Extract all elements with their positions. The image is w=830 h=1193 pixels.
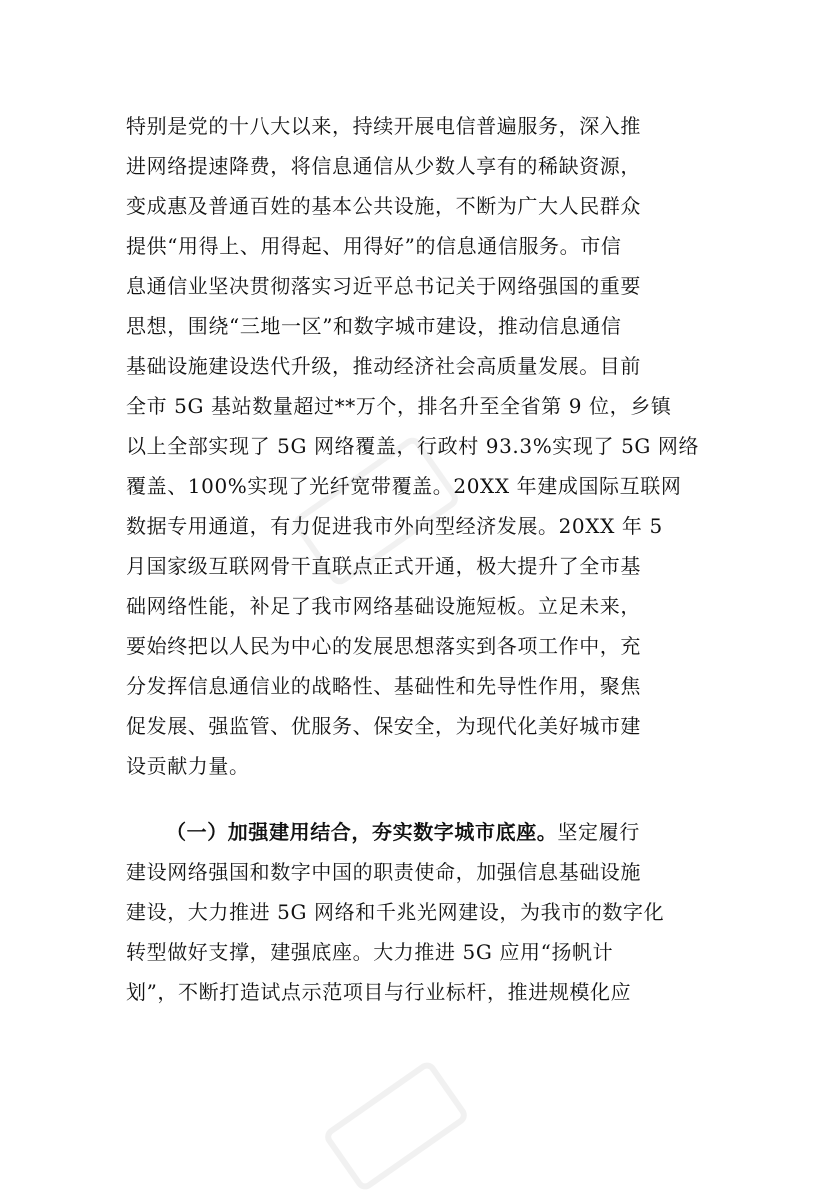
paragraph-line: 建设，大力推进 5G 网络和千兆光网建设，为我市的数字化 <box>126 900 665 924</box>
paragraph-line: 提供“用得上、用得起、用得好”的信息通信服务。市信 <box>126 234 622 258</box>
paragraph-line: 息通信业坚决贯彻落实习近平总书记关于网络强国的重要 <box>126 274 641 298</box>
paragraph-line: 全市 5G 基站数量超过**万个，排名升至全省第 9 位，乡镇 <box>126 394 672 418</box>
paragraph-line: 思想，围绕“三地一区”和数字城市建设，推动信息通信 <box>126 314 622 338</box>
paragraph-line: 要始终把以人民为中心的发展思想落实到各项工作中，充 <box>126 634 641 658</box>
paragraph-line: 建设网络强国和数字中国的职责使命，加强信息基础设施 <box>126 860 641 884</box>
paragraph-line: 以上全部实现了 5G 网络覆盖，行政村 93.3%实现了 5G 网络 <box>126 434 700 458</box>
paragraph-line: 分发挥信息通信业的战略性、基础性和先导性作用，聚焦 <box>126 674 641 698</box>
paragraph-line: 数据专用通道，有力促进我市外向型经济发展。20XX 年 5 <box>126 514 663 538</box>
section-heading-line <box>166 820 640 844</box>
paragraph-line: 进网络提速降费，将信息通信从少数人享有的稀缺资源， <box>126 154 641 178</box>
section-heading: （一）加强建用结合，夯实数字城市底座。 <box>166 820 558 844</box>
paragraph-line: 划”，不断打造试点示范项目与行业标杆，推进规模化应 <box>126 980 632 1004</box>
paragraph-line: 础网络性能，补足了我市网络基础设施短板。立足未来， <box>126 594 641 618</box>
paragraph-line: 特别是党的十八大以来，持续开展电信普遍服务，深入推 <box>126 114 641 138</box>
watermark-stamp <box>321 1059 470 1193</box>
paragraph-line: 促发展、强监管、优服务、保安全，为现代化美好城市建 <box>126 714 641 738</box>
paragraph-line: 覆盖、100%实现了光纤宽带覆盖。20XX 年建成国际互联网 <box>126 474 682 498</box>
paragraph-line: 设贡献力量。 <box>126 754 250 778</box>
paragraph-line: 基础设施建设迭代升级，推动经济社会高质量发展。目前 <box>126 354 641 378</box>
section-heading-rest: 坚定履行 <box>557 820 640 844</box>
paragraph-line: 变成惠及普通百姓的基本公共设施，不断为广大人民群众 <box>126 194 641 218</box>
paragraph-line: 月国家级互联网骨干直联点正式开通，极大提升了全市基 <box>126 554 641 578</box>
paragraph-line: 转型做好支撑，建强底座。大力推进 5G 应用“扬帆计 <box>126 940 614 964</box>
